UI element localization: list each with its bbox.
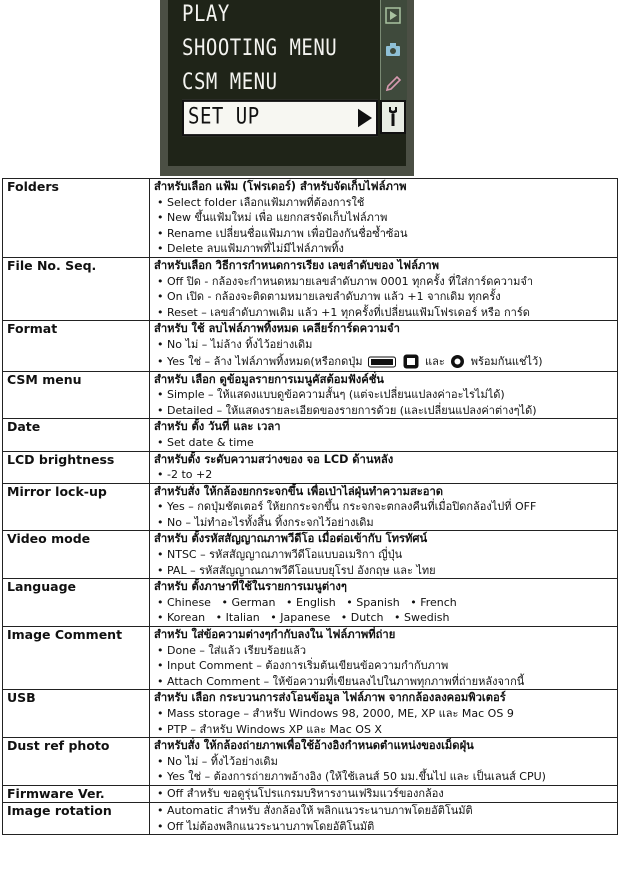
table-row bbox=[3, 802, 618, 834]
list-item: • No ไม่ – ไม่ล้าง ทิ้งไว้อย่างเดิม bbox=[154, 337, 613, 353]
setting-name: Format bbox=[3, 321, 150, 371]
setting-description bbox=[150, 802, 618, 834]
setting-description bbox=[150, 371, 618, 419]
table-row bbox=[3, 451, 618, 483]
setting-description bbox=[150, 321, 618, 371]
language-option: • Japanese bbox=[270, 610, 330, 626]
format-and-text: และ bbox=[424, 354, 445, 368]
language-row bbox=[154, 595, 613, 611]
menu-item-label: CSM MENU bbox=[182, 69, 278, 95]
table-row bbox=[3, 738, 618, 786]
setting-name: Dust ref photo bbox=[3, 738, 150, 786]
camera-tab-icon bbox=[384, 40, 402, 60]
menu-item-csm-menu[interactable] bbox=[182, 64, 372, 101]
setting-name: CSM menu bbox=[3, 371, 150, 419]
setting-description bbox=[150, 451, 618, 483]
setting-description bbox=[150, 627, 618, 690]
description-title: สำหรับตั้ง ระดับความสว่างของ จอ LCD ด้านหลัง bbox=[154, 452, 394, 466]
language-option: • Swedish bbox=[394, 610, 450, 626]
menu-item-label: SHOOTING MENU bbox=[182, 35, 338, 61]
menu-item-label: PLAY bbox=[182, 1, 230, 27]
list-item: • PTP – สำหรับ Windows XP และ Mac OS X bbox=[154, 722, 613, 738]
table-row bbox=[3, 627, 618, 690]
list-item: • Rename เปลี่ยนชื่อแฟ้มภาพ เพื่อป้องกันชื่อซ้ำซ้อน bbox=[154, 226, 613, 242]
setting-name: USB bbox=[3, 690, 150, 738]
wrench-tab-icon bbox=[385, 106, 401, 128]
list-item: • Off สำหรับ ขอดูรุ่นโปรแกรมบริหารงานเฟริมแวร์ของกล้อง bbox=[154, 786, 613, 802]
language-option: • Chinese bbox=[157, 595, 211, 611]
table-row bbox=[3, 371, 618, 419]
list-item: • Off ไม่ต้องพลิกแนวระนาบภาพโดยอัติโนมัติ bbox=[154, 819, 613, 835]
setting-name: Folders bbox=[3, 179, 150, 258]
format-yes-text: Yes ใช่ – ล้าง ไฟล์ภาพทิ้งหมด(หรือกดปุ่ม bbox=[167, 354, 363, 368]
list-item: • Reset – เลขลำดับภาพเดิม แล้ว +1 ทุกครั้งที่เปลี่ยนแฟ้มโฟรเดอร์ หรือ การ์ด bbox=[154, 305, 613, 321]
description-title: สำหรับสั่ง ให้กล้องถ่ายภาพเพื่อใช้อ้างอิงกำหนดตำแหน่งของเม็ดฝุ่น bbox=[154, 739, 474, 753]
list-item: • No – ไม่ทำอะไรทั้งสิ้น ทิ้งกระจกไว้อย่างเดิม bbox=[154, 515, 613, 531]
list-item: • Select folder เลือกแฟ้มภาพที่ต้องการใช้ bbox=[154, 195, 613, 211]
table-row bbox=[3, 321, 618, 371]
list-item: • Input Comment – ต้องการเริ่มต้นเขียนข้อความกำกับภาพ bbox=[154, 658, 613, 674]
camera-menu-panel bbox=[168, 0, 406, 166]
list-item: • Yes – กดปุ่มชัตเตอร์ ให้ยกกระจกขึ้น กระจกจะตกลงคืนที่เมื่อปิดกล้องไปที่ OFF bbox=[154, 499, 613, 515]
setting-name: Image Comment bbox=[3, 627, 150, 690]
description-title: สำหรับเลือก วิธีการกำหนดการเรียง เลขลำดับของ ไฟล์ภาพ bbox=[154, 258, 439, 272]
reset-button-icon bbox=[450, 354, 465, 369]
description-title: สำหรับ ใส่ข้อความต่างๆกำกับลงใน ไฟล์ภาพที่ถ่าย bbox=[154, 628, 396, 642]
play-tab-icon bbox=[384, 6, 402, 26]
menu-item-play[interactable] bbox=[182, 0, 372, 32]
language-option: • Spanish bbox=[346, 595, 399, 611]
table-row bbox=[3, 179, 618, 258]
table-row bbox=[3, 690, 618, 738]
setting-name: Language bbox=[3, 579, 150, 627]
list-item: • Done – ใส่แล้ว เรียบร้อยแล้ว bbox=[154, 643, 613, 659]
table-row bbox=[3, 257, 618, 320]
table-row bbox=[3, 785, 618, 802]
setting-name: Mirror lock-up bbox=[3, 483, 150, 531]
right-arrow-icon bbox=[358, 109, 372, 127]
list-item: • Yes ใช่ – ต้องการถ่ายภาพอ้างอิง (ให้ใช้เลนส์ 50 มม.ขึ้นไป และ เป็นเลนส์ CPU) bbox=[154, 769, 613, 785]
list-item: • Detailed – ให้แสดงรายละเอียดของรายการด้วย (และเปลี่ยนแปลงค่าต่างๆได้) bbox=[154, 403, 613, 419]
delete-button-icon bbox=[403, 354, 419, 369]
setting-name: Date bbox=[3, 419, 150, 451]
list-item: • -2 to +2 bbox=[154, 467, 613, 483]
description-title: สำหรับ ตั้งภาษาที่ใช้ในรายการเมนูต่างๆ bbox=[154, 580, 347, 594]
setting-name: Video mode bbox=[3, 531, 150, 579]
shooting-tab[interactable] bbox=[380, 34, 407, 68]
description-title: สำหรับสั่ง ให้กล้องยกกระจกขึ้น เพื่อเป่าไล่ฝุ่นทำความสะอาด bbox=[154, 484, 444, 498]
pencil-tab-icon bbox=[384, 74, 402, 94]
setting-name: Image rotation bbox=[3, 802, 150, 834]
description-title: สำหรับ ตั้ง วันที่ และ เวลา bbox=[154, 420, 281, 434]
setting-name: File No. Seq. bbox=[3, 257, 150, 320]
description-title: สำหรับ ใช้ ลบไฟล์ภาพทิ้งหมด เคลียร์การ์ดความจำ bbox=[154, 322, 400, 336]
table-row bbox=[3, 531, 618, 579]
setting-description bbox=[150, 531, 618, 579]
setup-menu-table bbox=[2, 178, 618, 835]
setting-name: LCD brightness bbox=[3, 451, 150, 483]
setting-description bbox=[150, 579, 618, 627]
list-item: • New ขึ้นแฟ้มใหม่ เพื่อ แยกกสรจัดเก็บไฟล์ภาพ bbox=[154, 210, 613, 226]
list-item: • Attach Comment – ให้ข้อความที่เขียนลงไปในภาพทุกภาพที่ถ่ายหลังจากนี้ bbox=[154, 674, 613, 690]
setting-name: Firmware Ver. bbox=[3, 785, 150, 802]
format-button-icon bbox=[368, 355, 396, 369]
language-option: • French bbox=[410, 595, 457, 611]
camera-lcd-screen bbox=[160, 0, 414, 176]
setup-tab[interactable] bbox=[380, 100, 406, 134]
setting-description bbox=[150, 738, 618, 786]
menu-item-set-up[interactable] bbox=[182, 100, 378, 137]
setting-description bbox=[150, 179, 618, 258]
language-row bbox=[154, 610, 613, 626]
language-option: • Dutch bbox=[341, 610, 384, 626]
list-item: • PAL – รหัสสัญญาณภาพวีดีโอแบบยุโรป อังกฤษ และ ไทย bbox=[154, 563, 613, 579]
list-item: • Automatic สำหรับ สั่งกล้องให้ พลิกแนวระนาบภาพโดยอัติโนมัติ bbox=[154, 803, 613, 819]
list-item: • Mass storage – สำหรับ Windows 98, 2000, ME, XP และ Mac OS 9 bbox=[154, 706, 613, 722]
setting-description bbox=[150, 785, 618, 802]
menu-item-shooting-menu[interactable] bbox=[182, 30, 372, 67]
description-title: สำหรับ ตั้งรหัสสัญญาณภาพวีดีโอ เมื่อต่อเข้ากับ โทรทัศน์ bbox=[154, 532, 428, 546]
language-option: • German bbox=[221, 595, 275, 611]
play-tab[interactable] bbox=[380, 0, 407, 34]
format-hold-text: พร้อมกันแช่ไว้) bbox=[470, 354, 543, 368]
list-item: • On เปิด - กล้องจะติดตามหมายเลขลำดับภาพ แล้ว +1 จากเดิม ทุกครั้ง bbox=[154, 289, 613, 305]
list-item: • Delete ลบแฟ้มภาพที่ไม่มีไฟล์ภาพทิ้ง bbox=[154, 241, 613, 257]
list-item: • NTSC – รหัสสัญญาณภาพวีดีโอแบบอเมริกา ญี่ปุ่น bbox=[154, 547, 613, 563]
setting-description bbox=[150, 483, 618, 531]
language-option: • Italian bbox=[216, 610, 260, 626]
table-row bbox=[3, 419, 618, 451]
table-row bbox=[3, 483, 618, 531]
setting-description bbox=[150, 419, 618, 451]
menu-item-label: SET UP bbox=[188, 104, 260, 130]
list-item: • No ไม่ – ทิ้งไว้อย่างเดิม bbox=[154, 754, 613, 770]
description-title: สำหรับ เลือก กระบวนการส่งโอนข้อมูล ไฟล์ภาพ จากกล้องลงคอมพิวเตอร์ bbox=[154, 691, 506, 705]
language-option: • Korean bbox=[157, 610, 205, 626]
csm-tab[interactable] bbox=[380, 68, 407, 102]
table-row bbox=[3, 579, 618, 627]
list-item: • Set date & time bbox=[154, 435, 613, 451]
setting-description bbox=[150, 257, 618, 320]
list-item: • Simple – ให้แสดงแบบดูข้อความสั้นๆ (แต่จะเปลี่ยนแปลงค่าอะไรไม่ได้) bbox=[154, 387, 613, 403]
list-item: • Off ปิด - กล้องจะกำหนดหมายเลขลำดับภาพ 0001 ทุกครั้ง ที่ใส่การ์ดความจำ bbox=[154, 274, 613, 290]
language-option: • English bbox=[286, 595, 336, 611]
description-title: สำหรับเลือก แฟ้ม (โฟรเดอร์) สำหรับจัดเก็บไฟล์ภาพ bbox=[154, 180, 407, 193]
setting-description bbox=[150, 690, 618, 738]
description-title: สำหรับ เลือก ดูข้อมูลรายการเมนูคัสต้อมฟังค์ชั่น bbox=[154, 372, 384, 386]
list-item bbox=[154, 353, 613, 371]
